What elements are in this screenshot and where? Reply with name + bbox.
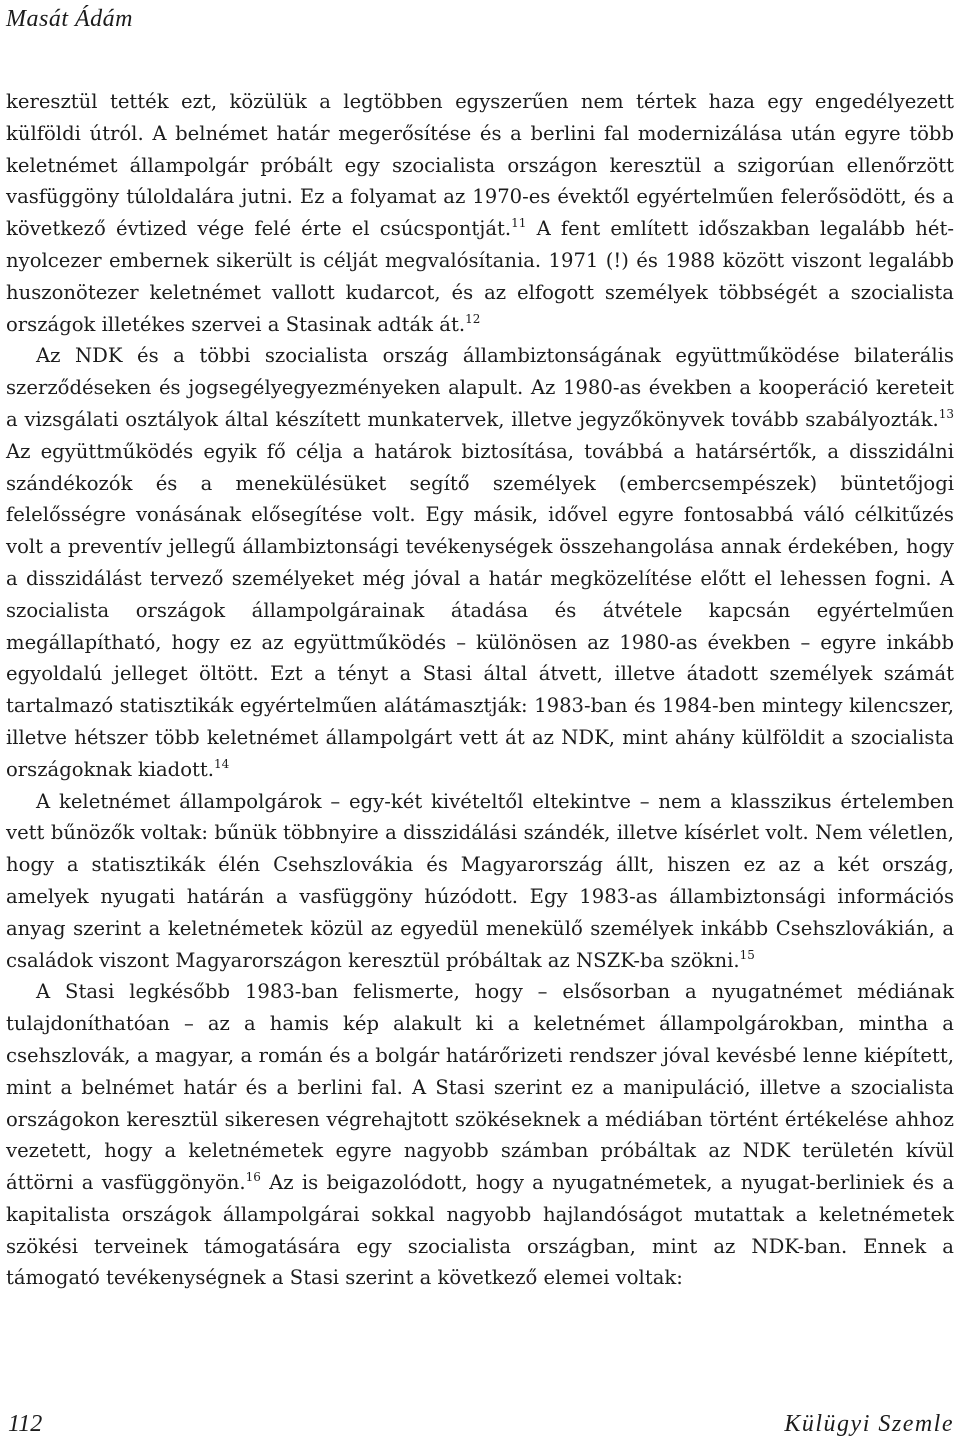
paragraph-text: Az együttműködés egyik fő célja a határok biztosítása, továbbá a határsértők, a disszidálni szándékozók és a menekülésüket segítő személyek (embercsempészek) büntetőjogi felelősségre vonásának elősegítése volt. Egy másik, idővel egyre fontosabbá váló célkitűzés volt a preventív jellegű állambiztonsági tevékenységek összehangolása annak érdekében, hogy a disszidálást tervező személyeket még jóval a határ megközelítése előtt el lehessen fogni. A szocialista országok állampolgárainak átadása és átvétele kapcsán egyértelműen megállapítható, hogy ez az együttműködés – különösen az 1980-as években – egyre inkább egyoldalú jelleget öltött. Ezt a tényt a Stasi által átvett, illetve átadott személyek számát tartalmazó statisztikák egyértelműen alátámasztják: 1983-ban és 1984-ben mintegy kilencszer, illetve hétszer több keletnémet állampolgárt vett át az NDK, mint ahány külföldit a szocialista országoknak kiadott. bbox=[6, 439, 954, 781]
paragraph bbox=[6, 340, 954, 785]
footnote-ref: 11 bbox=[511, 216, 527, 231]
paragraph bbox=[6, 976, 954, 1294]
journal-name: Külügyi Szemle bbox=[784, 1411, 954, 1437]
paragraph-text: A Stasi legkésőbb 1983-ban felismerte, hogy – elsősorban a nyugatnémet médiának tulajdoníthatóan – az a hamis kép alakult ki a keletnémet állampolgárokban, mintha a csehszlovák, a magyar, a román és a bolgár határőrizeti rendszer jóval kevésbé lenne kiépített, mint a belnémet határ és a berlini fal. A Stasi szerint ez a manipuláció, illetve a szocialista országokon keresztül sikeresen végrehajtott szökéseknek a médiában történt értékelése ahhoz vezetett, hogy a keletnémetek egyre nagyobb számban próbáltak az NDK területén kívül áttörni a vasfüggönyön. bbox=[6, 980, 954, 1195]
footnote-ref: 13 bbox=[938, 406, 954, 421]
page-number: 112 bbox=[8, 1411, 43, 1437]
footnote-ref: 16 bbox=[245, 1170, 261, 1185]
footnote-ref: 14 bbox=[213, 756, 230, 771]
running-head-author: Masát Ádám bbox=[6, 6, 133, 32]
paragraph-text: A fent említett időszakban legalább hét-nyolcezer embernek sikerült is célját megvalósítania. 1971 (!) és 1988 között viszont legalább huszonötezer keletnémet vallott kudarcot, és az elfogott személyek többségét a szocialista országok illetékes szervei a Stasinak adták át. bbox=[6, 217, 954, 336]
article-body bbox=[6, 86, 954, 1294]
paragraph-text: A keletnémet állampolgárok – egy-két kivételtől eltekintve – nem a klasszikus értelemben vett bűnözők voltak: bűnük többnyire a disszidálási szándék, illetve kísérlet volt. Nem véletlen, hogy a statisztikák élén Csehszlovákia és Magyarország állt, hiszen ez az a két ország, amelyek nyugati határán a vasfüggöny húzódott. Egy 1983-as állambiztonsági információs anyag szerint a keletnémetek közül az egyedül menekülő személyek inkább Csehszlovákián, a családok viszont Magyarországon keresztül próbáltak az NSZK-ba szökni. bbox=[6, 789, 954, 972]
paragraph-text: Az NDK és a többi szocialista ország állambiztonságának együttműködése bilaterális szerződéseken és jogsegélyegyezményeken alapult. Az 1980-as években a kooperáció kereteit a vizsgálati osztályok által készített munkatervek, illetve jegyzőkönyvek tovább szabályozták. bbox=[6, 344, 954, 431]
paragraph-text: keresztül tették ezt, közülük a legtöbben egyszerűen nem tértek haza egy engedélyezett külföldi útról. A belnémet határ megerősítése és a berlini fal modernizálása után egyre több keletnémet állampolgár próbált egy szocialista országon keresztül a szigorúan ellenőrzött vasfüggöny túloldalára jutni. Ez a folyamat az 1970-es évektől egyértelműen felerősödött, és a következő évtized vége felé érte el csúcspontját. bbox=[6, 90, 954, 241]
paragraph bbox=[6, 86, 954, 340]
paragraph bbox=[6, 786, 954, 977]
paragraph-text: Az is beigazolódott, hogy a nyugatnémetek, a nyugat-berliniek és a kapitalista országok állampolgárai sokkal nagyobb hajlandóságot mutattak a keletnémetek szökési terveinek támogatására egy szocialista országban, mint az NDK-ban. Ennek a támogató tevékenységnek a Stasi szerint a következő elemei voltak: bbox=[6, 1171, 955, 1290]
footnote-ref: 12 bbox=[465, 311, 481, 326]
footnote-ref: 15 bbox=[739, 947, 755, 962]
